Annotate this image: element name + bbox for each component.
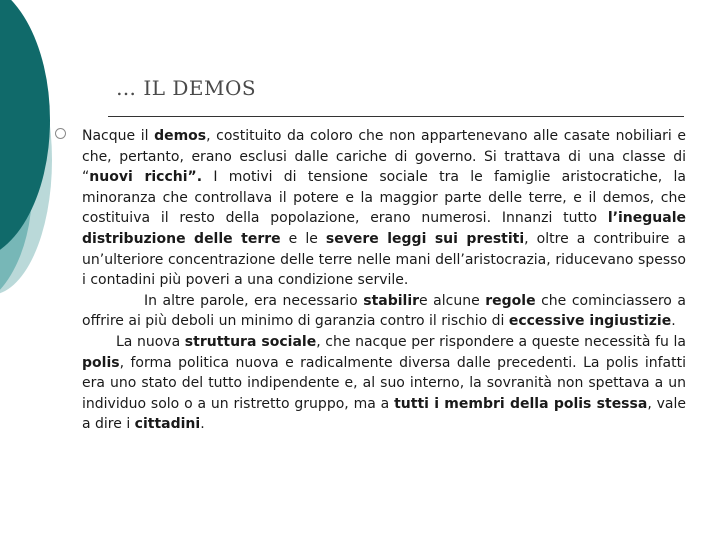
slide-title: … IL DEMOS [116, 76, 257, 100]
paragraph3-segment: tutti i membri della polis stessa [394, 395, 648, 412]
paragraph3-segment: , che nacque per rispondere a queste necessità fu la [316, 333, 686, 350]
paragraph2-segment: eccessive ingiustizie [508, 313, 672, 330]
paragraph2-segment: In altre parole, era necessario [144, 292, 364, 309]
paragraph3-segment: La nuova [116, 333, 185, 350]
paragraph-1 [82, 126, 686, 291]
paragraph2-segment: . [671, 313, 676, 330]
paragraph1-segment: Nacque il [82, 128, 155, 144]
paragraph3-segment: . [200, 416, 205, 433]
paragraph3-segment: , vale a dire i [82, 395, 686, 433]
paragraph1-segment: I motivi di tensione sociale tra le famiglie aristocratiche, la minoranza che controllava il potere e la maggior parte delle terre, e il demos, che costituiva il resto della popolazione, erano numerosi. Innanzi tutto [82, 169, 687, 227]
paragraph1-segment: severe leggi sui prestiti [325, 230, 525, 247]
paragraph1-segment: , costituito da coloro che non appartenevano alle casate nobiliari e che, pertanto, erano esclusi dalle cariche di governo. Si trattava di una classe di “ [82, 128, 686, 186]
paragraph1-segment: demos [154, 128, 207, 144]
body-text [82, 126, 686, 435]
paragraph1-segment: e le [280, 230, 326, 247]
paragraph2-segment: regole [485, 292, 536, 309]
paragraph2-segment: che cominciassero a offrire ai più deboli un minimo di garanzia contro il rischio di [82, 292, 686, 330]
paragraph-2 [82, 291, 686, 332]
paragraph2-segment: stabilir [363, 292, 420, 309]
bullet-circle-icon [55, 128, 66, 139]
title-divider [108, 116, 684, 117]
paragraph1-segment: nuovi ricchi”. [89, 169, 203, 186]
paragraph1-segment: l’ineguale distribuzione delle terre [82, 210, 686, 247]
paragraph1-segment: , oltre a contribuire a un’ulteriore concentrazione delle terre nelle mani dell’aristocrazia, riducevano spesso i contadini più poveri a una condizione servile. [82, 230, 686, 289]
paragraph-3 [82, 332, 686, 435]
paragraph3-segment: , forma politica nuova e radicalmente diversa dalle precedenti. La polis infatti era uno stato del tutto indipendente e, al suo interno, la sovranità non spettava a un individuo solo o a un ristretto gruppo, ma a [82, 354, 686, 412]
paragraph2-segment: e alcune [419, 292, 486, 309]
paragraph3-segment: polis [82, 354, 120, 371]
paragraph3-segment: cittadini [134, 416, 201, 433]
paragraph3-segment: struttura sociale [184, 333, 317, 350]
